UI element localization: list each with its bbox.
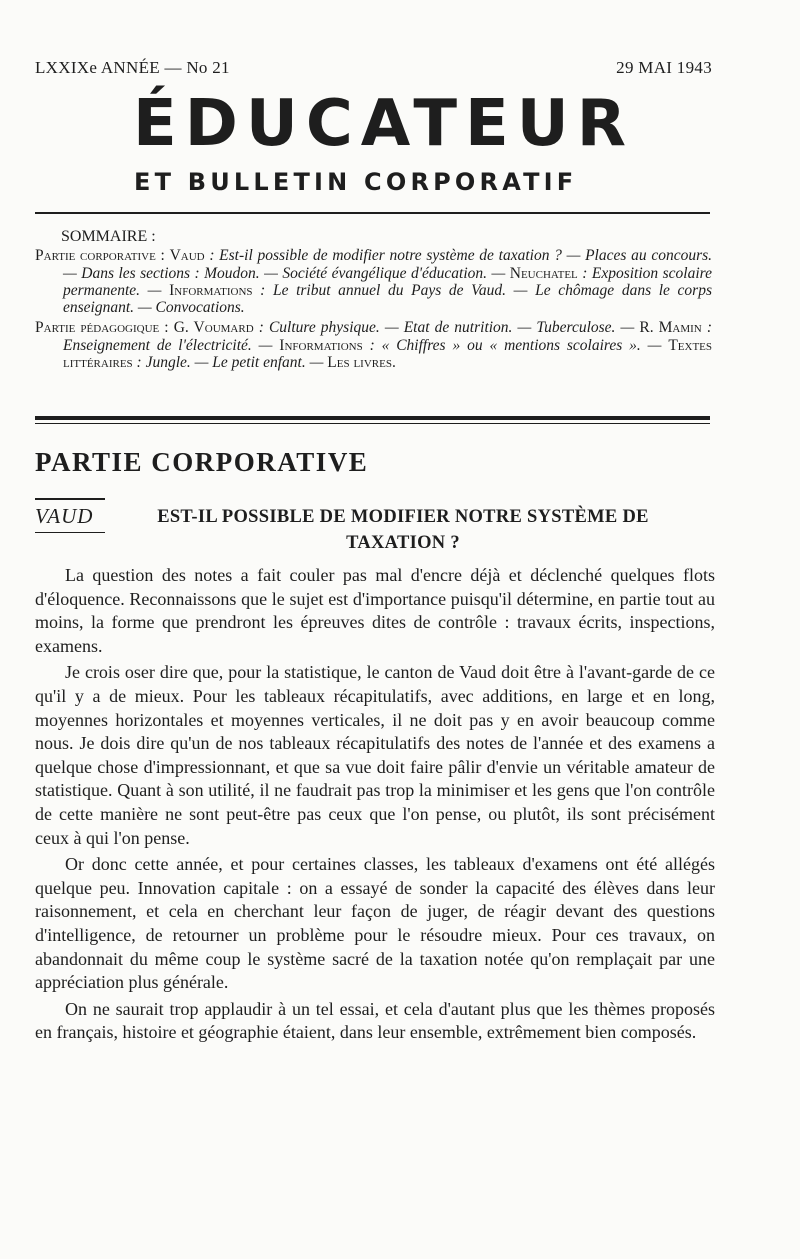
article-body <box>35 564 715 1048</box>
toc-text: : Culture physique. — Etat de nutrition. — Tuberculose. — <box>253 319 640 337</box>
issue-date: 29 MAI 1943 <box>616 58 712 77</box>
article-paragraph: La question des notes a fait couler pas mal d'encre déjà et déclenché quelques flots d'éloquence. Reconnaissons que le sujet est d'importance puisqu'il détermine, en partie tout au moins, la forme que prendront les épreuves dites de contrôle : travaux écrits, inspections, examens. <box>35 565 715 656</box>
toc-text: : Jungle. — Le petit enfant. — <box>132 354 328 372</box>
toc-author-voumard: G. Voumard <box>168 319 254 337</box>
canton-rule-top <box>35 498 105 500</box>
toc-entry-pedagogique <box>35 319 712 371</box>
toc-entry-corporative <box>35 247 712 316</box>
section-divider-thin <box>35 423 710 424</box>
toc-informations: Informations <box>169 281 253 299</box>
masthead-subtitle: ET BULLETIN CORPORATIF <box>134 168 578 196</box>
toc-les-livres: Les livres. <box>327 354 396 372</box>
table-of-contents <box>35 228 712 374</box>
article-paragraph: Je crois oser dire que, pour la statistique, le canton de Vaud doit être à l'avant-garde de ce qu'il y a de mieux. Pour les tableaux récapitulatifs, avec additions, en large et en long, moyennes horizontales et moyennes verticales, il ne doit pas y en avoir beaucoup comme nous. Je dois dire qu'un de nos tableaux récapitulatifs des notes de l'année et des examens a quelque chose d'impressionnant, et que sa vue doit faire pâlir d'envie un véritable amateur de statistique. Quant à son utilité, il ne faudrait pas trop la minimiser et les gens que l'on contrôle de cette manière ne sont peut-être pas ceux que l'on pense, ou plutôt, ils sont précisément ceux à qui l'on pense. <box>35 662 715 848</box>
toc-text: : Le tribut annuel du Pays de Vaud. — Le chômage dans le corps enseignant. — Convocations. <box>63 281 712 317</box>
toc-canton-neuchatel: Neuchatel <box>509 264 578 282</box>
toc-text: : Enseignement de l'électricité. — <box>63 319 712 354</box>
canton-rule-bottom <box>35 532 105 533</box>
article-paragraph: On ne saurait trop applaudir à un tel essai, et cela d'autant plus que les thèmes proposés en français, histoire et géographie étaient, dans leur ensemble, extrêmement bien composés. <box>35 998 715 1043</box>
article-paragraph: Or donc cette année, et pour certaines classes, les tableaux d'examens ont été allégés quelque peu. Innovation capitale : on a essayé de sonder la capacité des élèves dans leur raisonnement, et cela en cherchant leur façon de juger, de réagir devant des questions d'intelligence, de retourner un problème pour le résoudre mieux. Pour ces travaux, on abandonnait du même coup le système sacré de la taxation notée qu'on remplaçait par une appréciation plus générale. <box>35 854 715 993</box>
toc-informations: Informations <box>279 336 363 354</box>
header-divider <box>35 212 710 214</box>
section-title: PARTIE CORPORATIVE <box>35 447 369 477</box>
section-divider-thick <box>35 416 710 420</box>
canton-label: VAUD <box>35 504 94 528</box>
issue-number: LXXIXe ANNÉE — No 21 <box>35 58 230 77</box>
toc-heading: SOMMAIRE : <box>61 228 156 245</box>
toc-text: : « Chiffres » ou « mentions scolaires ». — <box>362 336 669 354</box>
article-title: EST-IL POSSIBLE DE MODIFIER NOTRE SYSTÈME DE TAXATION ? <box>157 507 649 553</box>
toc-label-pedagogique: Partie pédagogique : <box>35 319 169 337</box>
toc-label-corporative: Partie corporative : <box>35 247 165 265</box>
toc-text: : Est-il possible de modifier notre système de taxation ? — Places au concours. — Dans les sections : Moudon. — Société évangélique d'éducation. — <box>63 247 713 282</box>
toc-text: : Exposition scolaire permanente. — <box>63 264 712 299</box>
toc-canton-vaud: Vaud <box>169 247 205 265</box>
toc-textes-litteraires: Textes littéraires <box>63 336 712 372</box>
toc-author-mamin: R. Mamin <box>639 319 702 337</box>
masthead-title: ÉDUCATEUR <box>133 87 634 161</box>
